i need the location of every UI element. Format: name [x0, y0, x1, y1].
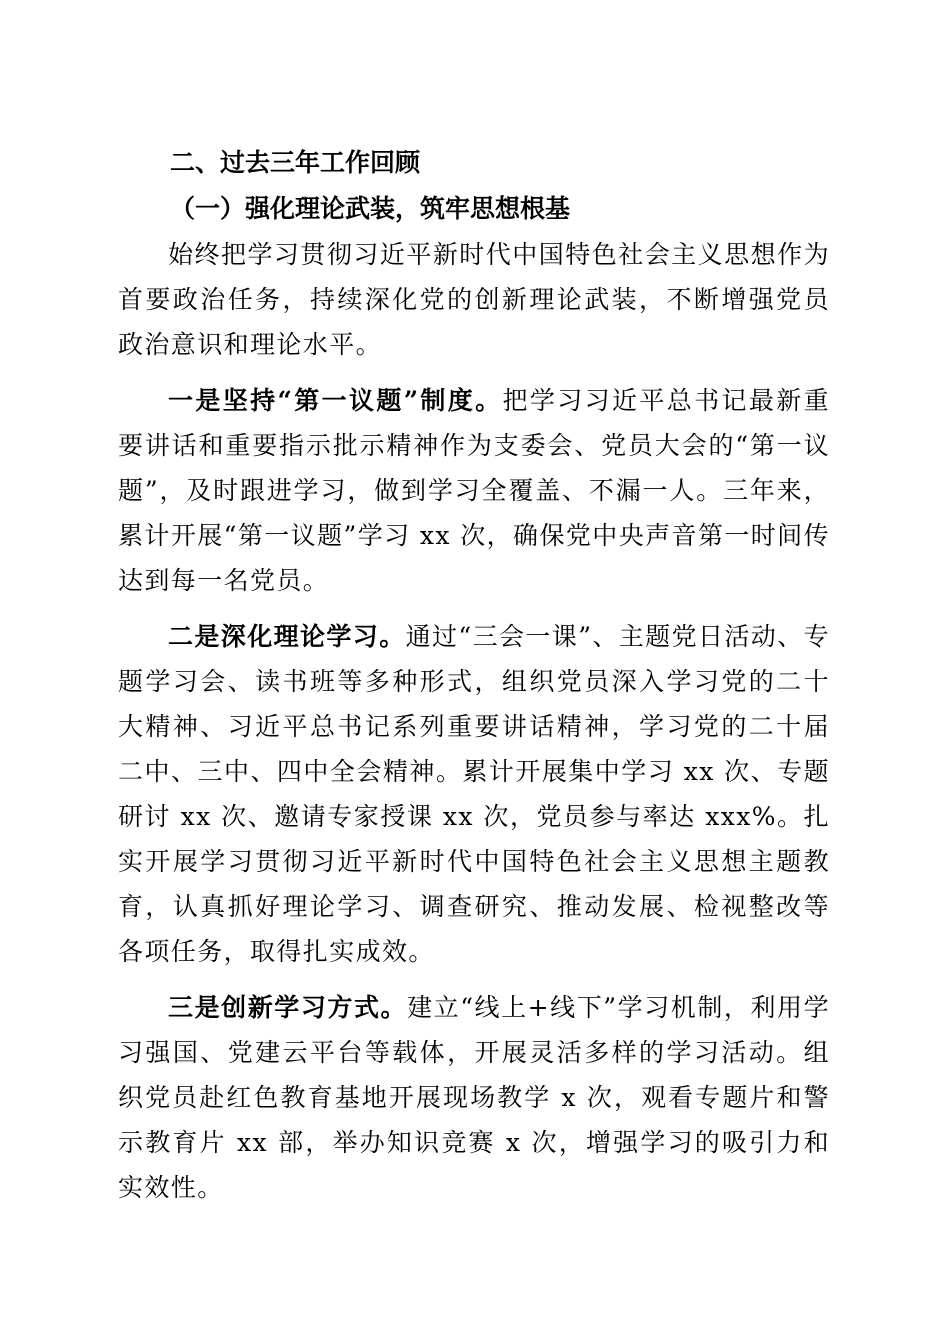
item-lead-1: 一是坚持“第一议题”制度。 — [168, 386, 503, 415]
document-body — [118, 140, 830, 1210]
intro-paragraph: 始终把学习贯彻习近平新时代中国特色社会主义思想作为首要政治任务，持续深化党的创新理论武装，不断增强党员政治意识和理论水平。 — [118, 240, 830, 359]
section-title: 二、过去三年工作回顾 — [170, 148, 421, 177]
subsection-title: （一）强化理论武装，筑牢思想根基 — [170, 194, 571, 223]
item-paragraph-1 — [118, 378, 830, 603]
item-paragraph-3 — [118, 985, 830, 1210]
item-lead-2: 二是深化理论学习。 — [168, 622, 406, 651]
item-body-2: 通过“三会一课”、主题党日活动、专题学习会、读书班等多种形式，组织党员深入学习党的二十大精神、习近平总书记系列重要讲话精神，学习党的二十届二中、三中、四中全会精神。累计开展集中学习 xx 次、专题研讨 xx 次、邀请专家授课 xx 次，党员参与率达 xxx%。扎实开展学习贯彻习近平新时代中国特色社会主义思想主题教育，认真抓好理论学习、调查研究、推动发展、检视整改等各项任务，取得扎实成效。 — [118, 622, 830, 966]
item-body-3: 建立“线上+线下”学习机制，利用学习强国、党建云平台等载体，开展灵活多样的学习活动。组织党员赴红色教育基地开展现场教学 x 次，观看专题片和警示教育片 xx 部，举办知识竞赛 x 次，增强学习的吸引力和实效性。 — [118, 993, 830, 1202]
item-lead-3: 三是创新学习方式。 — [168, 993, 408, 1022]
item-paragraph-2 — [118, 614, 830, 974]
item-body-1: 把学习习近平总书记最新重要讲话和重要指示批示精神作为支委会、党员大会的“第一议题”，及时跟进学习，做到学习全覆盖、不漏一人。三年来，累计开展“第一议题”学习 xx 次，确保党中央声音第一时间传达到每一名党员。 — [118, 386, 830, 595]
